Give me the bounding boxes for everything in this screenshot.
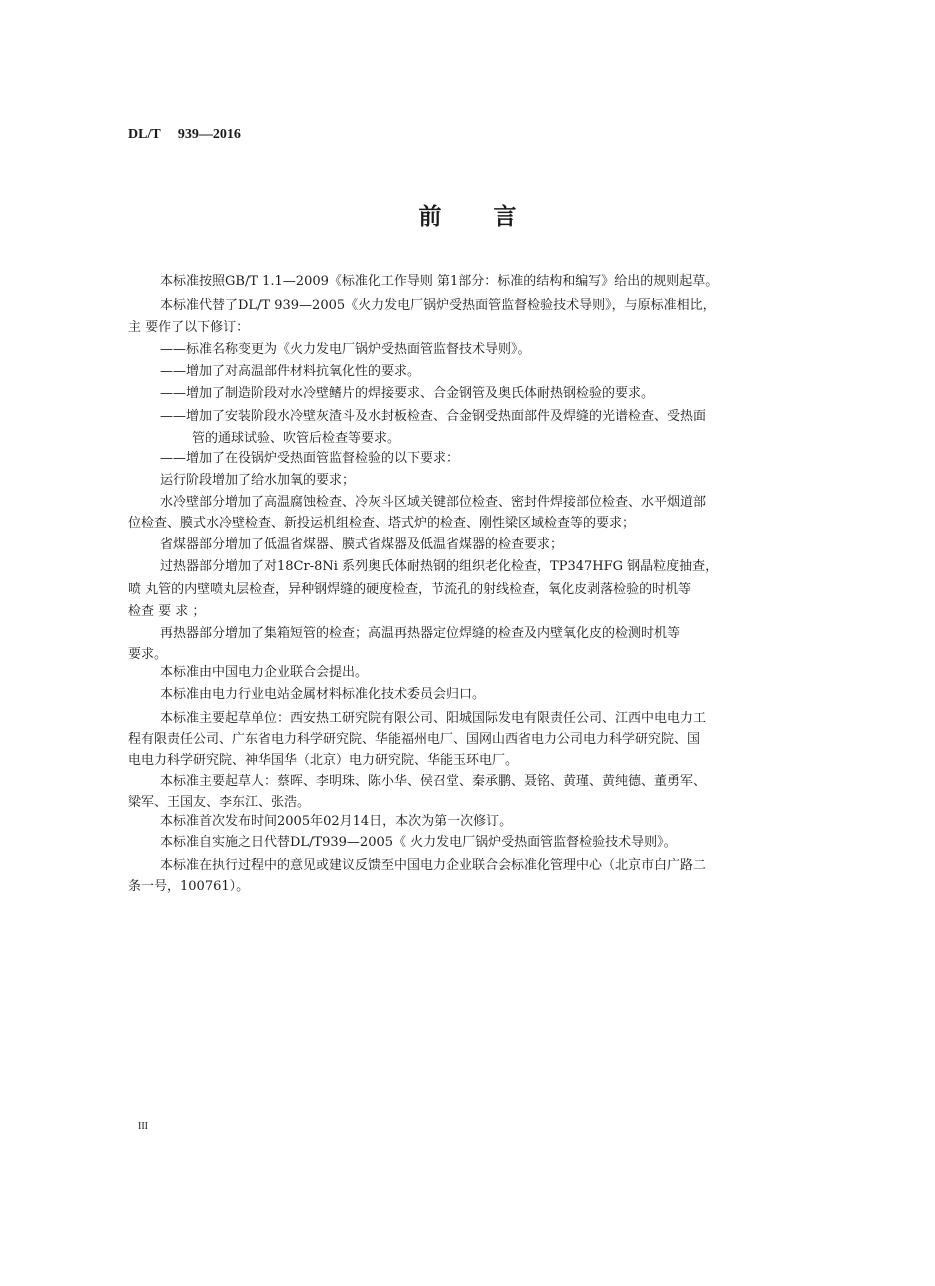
paragraph-line: 过热器部分增加了对18Cr-8Ni 系列奥氏体耐热钢的组织老化检查，TP347HFG 钢晶粒度抽查， (160, 559, 719, 574)
paragraph-line: 本标准代替了DL/T 939—2005《火力发电厂锅炉受热面管监督检验技术导则》，与原标准相比， (160, 298, 716, 313)
paragraph-line: ——增加了制造阶段对水冷壁鳍片的焊接要求、合金钢管及奥氏体耐热钢检验的要求。 (160, 386, 655, 401)
paragraph-line: 省煤器部分增加了低温省煤器、膜式省煤器及低温省煤器的检查要求； (160, 537, 564, 552)
paragraph-line: 要求。 (128, 647, 168, 662)
paragraph-line: 水冷壁部分增加了高温腐蚀检查、冷灰斗区域关键部位检查、密封件焊接部位检查、水平烟道部 (160, 495, 707, 510)
paragraph-line: 梁军、王国友、李东江、张浩。 (128, 795, 311, 810)
paragraph-line: 再热器部分增加了集箱短管的检查；高温再热器定位焊缝的检查及内壁氧化皮的检测时机等 (160, 626, 681, 641)
page-number: III (138, 1121, 148, 1132)
paragraph-line: 本标准首次发布时间2005年02月14日，本次为第一次修订。 (160, 814, 513, 829)
paragraph-line: ——标准名称变更为《火力发电厂锅炉受热面管监督技术导则》。 (160, 342, 531, 357)
paragraph-line: 本标准主要起草人：蔡晖、李明珠、陈小华、侯召堂、秦承鹏、聂铭、黄瑾、黄纯德、董勇军、 (160, 774, 707, 789)
document-code: DL/T 939—2016 (128, 127, 241, 142)
paragraph-line: 本标准由电力行业电站金属材料标准化技术委员会归口。 (160, 687, 486, 702)
paragraph-line: ——增加了安装阶段水冷壁灰渣斗及水封板检查、合金钢受热面部件及焊缝的光谱检查、受热面 (160, 409, 707, 424)
paragraph-line: 主 要作了以下修订： (128, 320, 250, 335)
paragraph-line: 喷 丸管的内壁喷丸层检查，异种钢焊缝的硬度检查，节流孔的射线检查，氧化皮剥落检验的时机等 (128, 582, 692, 597)
paragraph-line: 电电力科学研究院、神华国华（北京）电力研究院、华能玉环电厂。 (128, 753, 519, 768)
paragraph-line: 条一号，100761）。 (128, 879, 250, 894)
paragraph-line: ——增加了在役锅炉受热面管监督检验的以下要求： (160, 451, 460, 466)
paragraph-line: ——增加了对高温部件材料抗氧化性的要求。 (160, 364, 421, 379)
title-char-2: 言 (493, 204, 517, 230)
paragraph-line: 本标准主要起草单位：西安热工研究院有限公司、阳城国际发电有限责任公司、江西中电电力工 (160, 711, 707, 726)
paragraph-line: 本标准在执行过程中的意见或建议反馈至中国电力企业联合会标准化管理中心（北京市白广路二 (160, 858, 707, 873)
paragraph-line: 运行阶段增加了给水加氧的要求； (160, 473, 356, 488)
paragraph-line: 程有限责任公司、广东省电力科学研究院、华能福州电厂、国网山西省电力公司电力科学研究院、国 (128, 732, 701, 747)
paragraph-line: 本标准由中国电力企业联合会提出。 (160, 665, 369, 680)
paragraph-line: 本标准按照GB/T 1.1—2009《标准化工作导则 第1部分：标准的结构和编写》给出的规则起草。 (160, 274, 719, 289)
page-title (0, 198, 935, 231)
paragraph-line: 检查 要 求 ； (128, 604, 206, 619)
paragraph-line: 管的通球试验、吹管后检查等要求。 (192, 431, 401, 446)
title-char-1: 前 (418, 204, 442, 230)
paragraph-line: 本标准自实施之日代替DL/T939—2005《 火力发电厂锅炉受热面管监督检验技术导则》。 (160, 835, 677, 850)
paragraph-line: 位检查、膜式水冷壁检查、新投运机组检查、塔式炉的检查、刚性梁区域检查等的要求； (128, 516, 636, 531)
